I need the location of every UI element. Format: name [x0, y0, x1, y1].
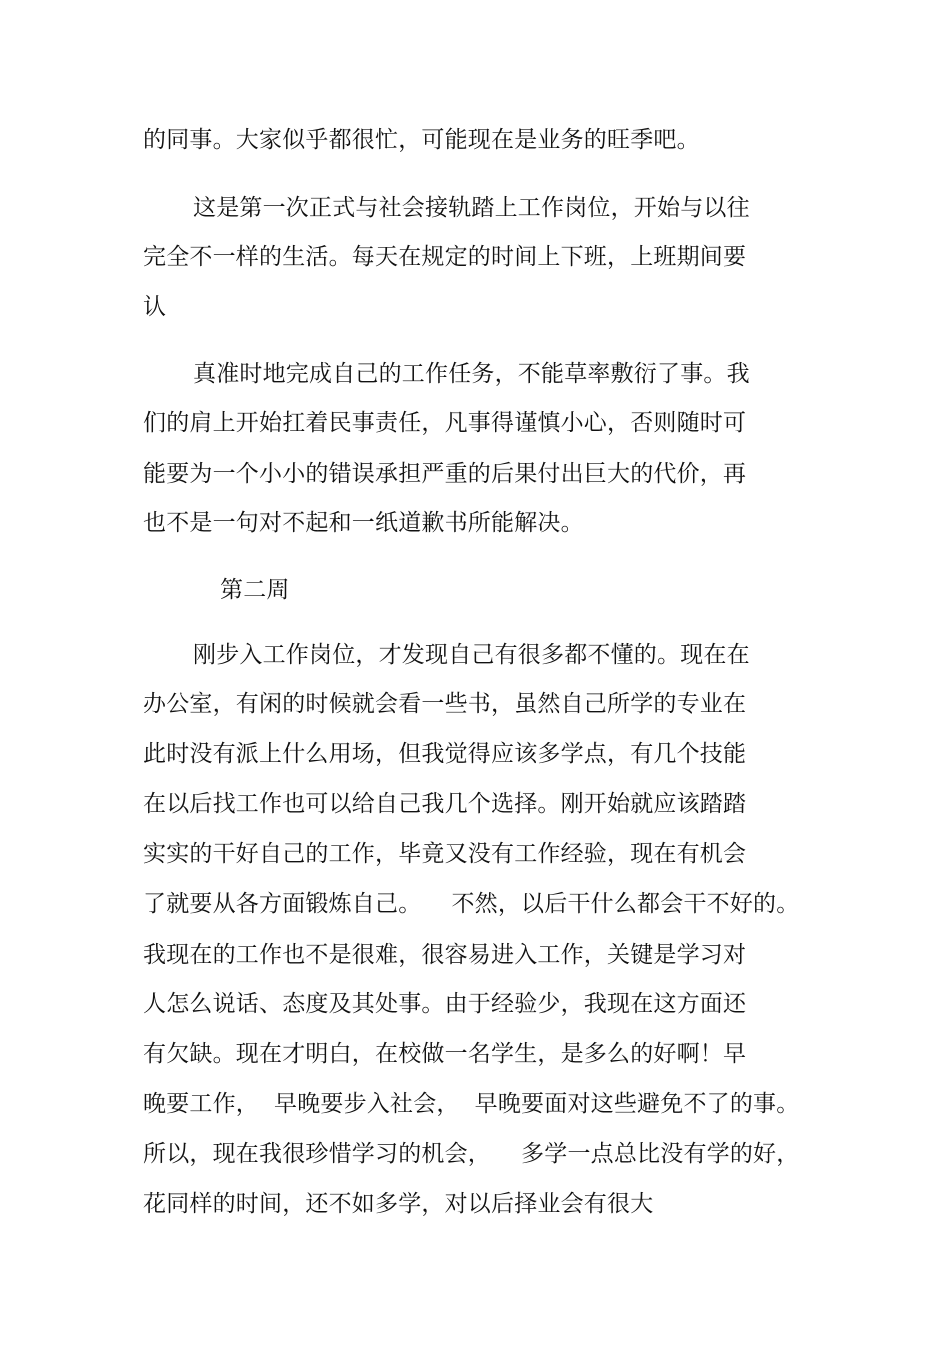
text-line: 的同事。大家似乎都很忙，可能现在是业务的旺季吧。 [143, 127, 700, 153]
text-line: 完全不一样的生活。每天在规定的时间上下班，上班期间要 [143, 244, 747, 270]
text-line: 晚要工作， 早晚要步入社会， 早晚要面对这些避免不了的事。 [143, 1091, 800, 1117]
text-line: 也不是一句对不起和一纸道歉书所能解决。 [143, 510, 584, 536]
paragraph-first-line: 真准时地完成自己的工作任务，不能草率敷衍了事。我 [193, 361, 750, 387]
text-line: 在以后找工作也可以给自己我几个选择。刚开始就应该踏踏 [143, 791, 747, 817]
text-line: 实实的干好自己的工作，毕竟又没有工作经验，现在有机会 [143, 841, 747, 867]
text-line: 认 [143, 294, 167, 320]
text-line: 有欠缺。现在才明白，在校做一名学生，是多么的好啊！早 [143, 1041, 747, 1067]
text-line: 此时没有派上什么用场，但我觉得应该多学点，有几个技能 [143, 741, 747, 767]
text-line: 人怎么说话、态度及其处事。由于经验少，我现在这方面还 [143, 991, 747, 1017]
text-line: 了就要从各方面锻炼自己。 不然，以后干什么都会干不好的。 [143, 891, 800, 917]
paragraph-first-line: 刚步入工作岗位，才发现自己有很多都不懂的。现在在 [193, 642, 750, 668]
text-line: 能要为一个小小的错误承担严重的后果付出巨大的代价，再 [143, 461, 747, 487]
text-line: 们的肩上开始扛着民事责任，凡事得谨慎小心，否则随时可 [143, 410, 747, 436]
section-heading: 第二周 [220, 577, 290, 603]
text-line: 所以，现在我很珍惜学习的机会， 多学一点总比没有学的好， [143, 1141, 800, 1167]
paragraph-first-line: 这是第一次正式与社会接轨踏上工作岗位，开始与以往 [193, 195, 750, 221]
text-line: 办公室，有闲的时候就会看一些书，虽然自己所学的专业在 [143, 691, 747, 717]
text-line: 我现在的工作也不是很难，很容易进入工作，关键是学习对 [143, 942, 747, 968]
text-line: 花同样的时间，还不如多学，对以后择业会有很大 [143, 1191, 654, 1217]
